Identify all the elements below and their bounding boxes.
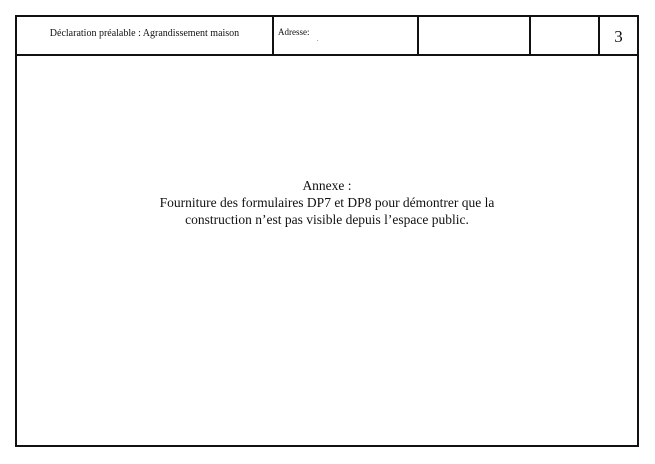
document-sheet	[15, 15, 639, 447]
title-cell	[17, 17, 274, 54]
page-number: 3	[614, 27, 623, 46]
address-label: Adresse:	[278, 27, 310, 37]
annex-line-2: construction n’est pas visible depuis l’espace public.	[185, 212, 469, 227]
annex-line-1: Fourniture des formulaires DP7 et DP8 pour démontrer que la	[159, 195, 495, 210]
address-cell	[274, 17, 419, 54]
document-title: Déclaration préalable : Agrandissement maison	[49, 28, 240, 39]
address-value: .	[317, 37, 319, 43]
page-number-cell	[600, 17, 637, 54]
title-block	[17, 17, 637, 56]
annex-block	[17, 177, 637, 228]
blank-cell-1	[419, 17, 531, 54]
annex-heading: Annexe :	[302, 178, 352, 193]
blank-cell-2	[531, 17, 600, 54]
